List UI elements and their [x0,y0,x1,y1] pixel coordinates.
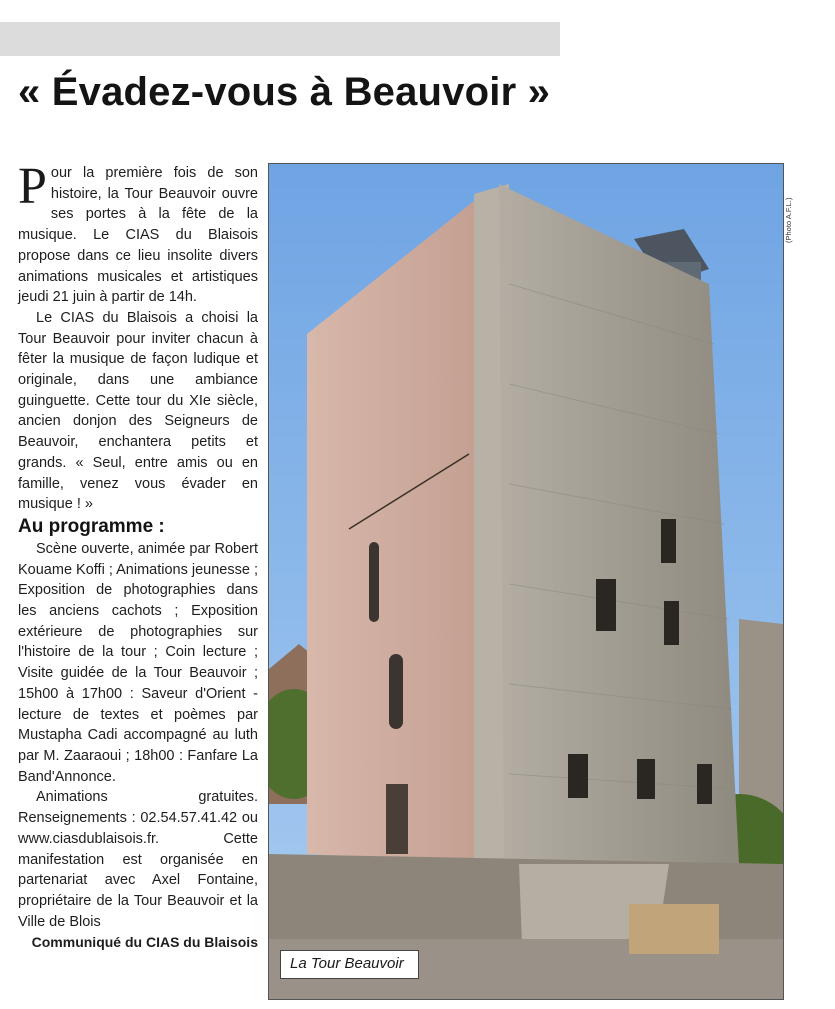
header-band [0,22,560,56]
info-paragraph: Animations gratuites. Renseignements : 02.54.57.41.42 ou www.ciasdublaisois.fr. Cette manifestation est organisée en partenariat avec Axel Fontaine, propriétaire de la Tour Beauvoir et la Ville de Blois [18,789,258,930]
source-signature: Communiqué du CIAS du Blaisois [31,934,258,951]
tower-photo [268,163,784,1000]
drop-cap: P [18,158,47,215]
body-paragraph: Le CIAS du Blaisois a choisi la Tour Beauvoir pour inviter chacun à fêter la musique de façon ludique et originale, dans une ambiance guinguette. Cette tour du XIe siècle, ancien donjon des Seigneurs de Beauvoir, enchantera petits et grands. « Seul, entre amis ou en famille, venez vous évader en musique ! » [18,309,258,513]
article-body [18,158,258,953]
intro-text: our la première fois de son histoire, la Tour Beauvoir ouvre ses portes à la fête de la musique. Le CIAS du Blaisois propose dans ce lieu insolite divers animations musicales et artistiques jeudi 21 juin à partir de 14h. [18,165,258,306]
photo-caption: La Tour Beauvoir [280,950,419,979]
headline: « Évadez-vous à Beauvoir » [18,70,551,114]
intro-paragraph [18,158,258,308]
tower-illustration [269,164,783,999]
program-paragraph: Scène ouverte, animée par Robert Kouame Koffi ; Animations jeunesse ; Exposition de photographies dans les anciens cachots ; Exposition extérieure de photographies sur l'histoire de la tour ; Coin lecture ; Visite guidée de la Tour Beauvoir ; 15h00 à 17h00 : Saveur d'Orient - lecture de textes et poèmes par Mustapha Cadi accompagné au luth par M. Zaaraoui ; 18h00 : Fanfare La Band'Annonce. [18,540,258,785]
photo-credit: (Photo A.F.L.) [784,197,793,243]
program-heading: Au programme : [18,515,165,537]
